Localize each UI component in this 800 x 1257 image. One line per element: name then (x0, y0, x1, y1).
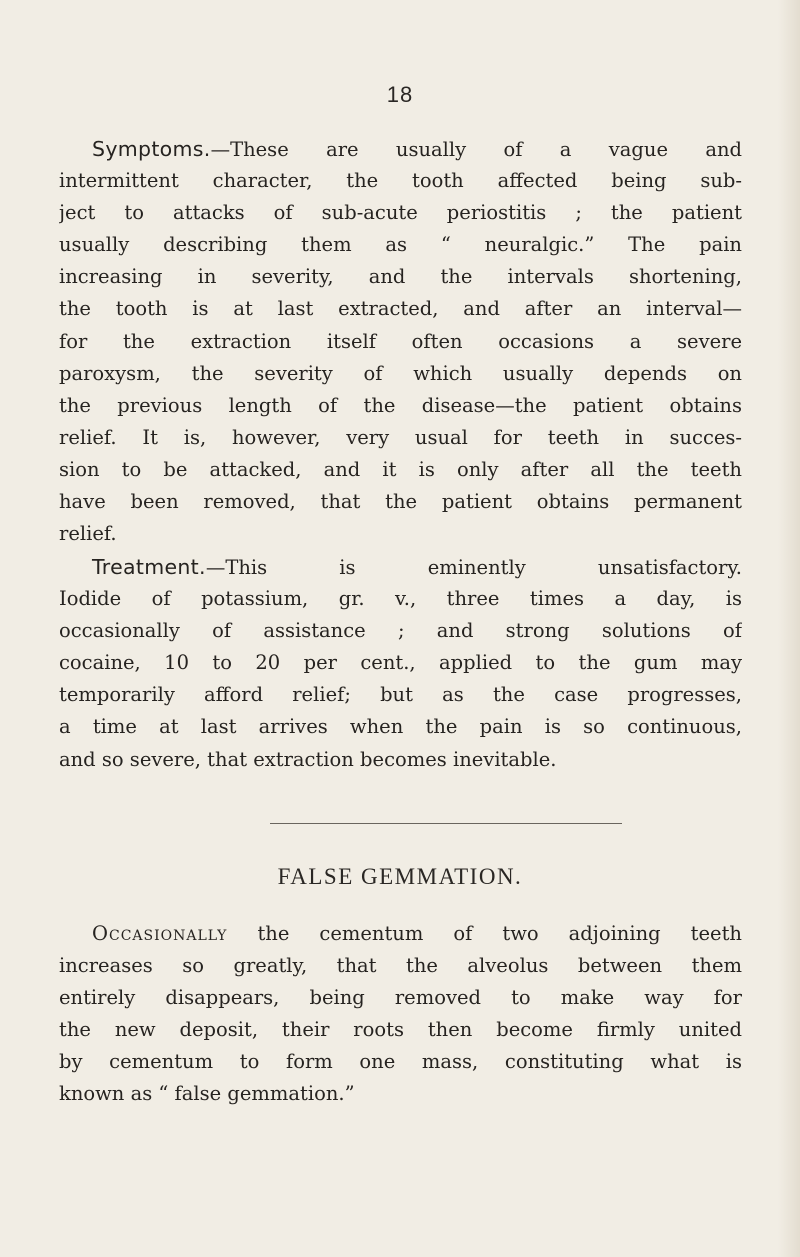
line-text: —These are usually of a vague and (210, 138, 742, 161)
page-number: 18 (386, 82, 414, 107)
paragraph-line: the previous length of the disease—the patient obtains (59, 393, 742, 417)
symptoms-run-in-heading: Symptoms. (92, 137, 211, 161)
treatment-run-in-heading: Treatment. (92, 555, 206, 579)
paragraph-line (59, 133, 742, 165)
line-text: the cementum of two adjoining teeth (227, 922, 742, 945)
symptoms-paragraph (59, 133, 742, 550)
paragraph-line: the tooth is at last extracted, and after an interval— (59, 297, 742, 321)
paragraph-line: Iodide of potassium, gr. v., three times a day, is (59, 587, 742, 611)
page-edge-shadow (778, 0, 800, 1257)
paragraph-line: ject to attacks of sub-acute periostitis ; the patient (59, 201, 742, 225)
paragraph-line: relief. (59, 522, 117, 546)
paragraph-line (59, 918, 742, 950)
gemmation-paragraph (59, 918, 742, 1111)
paragraph-line: paroxysm, the severity of which usually depends on (59, 361, 742, 385)
paragraph-line: and so severe, that extraction becomes inevitable. (59, 747, 557, 771)
section-heading: FALSE GEMMATION. (277, 864, 523, 889)
paragraph-line: a time at last arrives when the pain is so continuous, (59, 715, 742, 739)
paragraph-line (59, 551, 742, 583)
paragraph-line: usually describing them as “ neuralgic.” The pain (59, 233, 742, 257)
treatment-paragraph (59, 551, 742, 776)
paragraph-line: entirely disappears, being removed to make way for (59, 986, 742, 1010)
paragraph-line: increasing in severity, and the intervals shortening, (59, 265, 742, 289)
section-divider (270, 823, 622, 824)
paragraph-line: by cementum to form one mass, constituting what is (59, 1050, 742, 1074)
paragraph-line: the new deposit, their roots then become firmly united (59, 1018, 742, 1042)
paragraph-line: for the extraction itself often occasions a severe (59, 329, 742, 353)
paragraph-line: intermittent character, the tooth affected being sub- (59, 169, 742, 193)
paragraph-line: temporarily afford relief; but as the case progresses, (59, 683, 742, 707)
paragraph-line: occasionally of assistance ; and strong solutions of (59, 619, 742, 643)
paragraph-line: have been removed, that the patient obtains permanent (59, 490, 742, 514)
paragraph-line: increases so greatly, that the alveolus between them (59, 954, 742, 978)
paragraph-line: known as “ false gemmation.” (59, 1082, 355, 1106)
paragraph-line: relief. It is, however, very usual for teeth in succes- (59, 425, 742, 449)
paragraph-line: cocaine, 10 to 20 per cent., applied to the gum may (59, 651, 742, 675)
paragraph-line: sion to be attacked, and it is only after all the teeth (59, 457, 742, 481)
gemmation-run-in-word: Occasionally (92, 922, 228, 945)
line-text: —This is eminently unsatisfactory. (205, 556, 742, 579)
